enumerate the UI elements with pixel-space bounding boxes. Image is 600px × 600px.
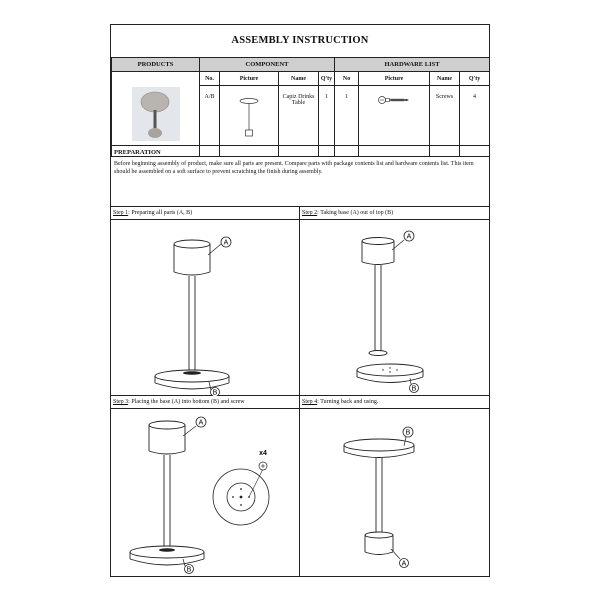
col-name-hw: Name bbox=[430, 72, 460, 86]
col-picture-hw: Picture bbox=[359, 72, 430, 86]
callout-b: B bbox=[186, 566, 192, 574]
step-4-illustration bbox=[300, 409, 488, 576]
step-1-text: : Preparing all parts (A, B) bbox=[128, 210, 193, 216]
callout-a: A bbox=[401, 560, 407, 568]
step-1-panel bbox=[111, 207, 300, 396]
callout-b: B bbox=[405, 429, 411, 437]
step-2-panel bbox=[300, 207, 489, 396]
table-part-icon bbox=[229, 94, 269, 142]
callout-a: A bbox=[198, 419, 204, 427]
col-qty: Q'ty bbox=[319, 72, 335, 86]
step-3-panel bbox=[111, 396, 300, 576]
screw-count: x4 bbox=[259, 450, 267, 457]
parts-table bbox=[111, 57, 490, 157]
step-4-text: : Turning back and using. bbox=[317, 399, 379, 405]
component-no: A/B bbox=[200, 86, 220, 157]
step-4-caption bbox=[300, 396, 489, 409]
callout-b: B bbox=[212, 389, 218, 396]
step-2-illustration bbox=[300, 220, 488, 396]
step-4-panel bbox=[300, 396, 489, 576]
step-1-illustration bbox=[111, 220, 299, 396]
step-1-label: Step 1 bbox=[113, 210, 129, 216]
component-header: COMPONENT bbox=[200, 58, 335, 72]
step-3-illustration bbox=[111, 409, 299, 576]
step-2-label: Step 2 bbox=[302, 210, 318, 216]
products-header: PRODUCTS bbox=[112, 58, 200, 72]
page-title: ASSEMBLY INSTRUCTION bbox=[111, 25, 489, 58]
col-no: No. bbox=[200, 72, 220, 86]
callout-b: B bbox=[411, 385, 417, 393]
component-qty: 1 bbox=[319, 86, 335, 157]
steps-grid bbox=[111, 207, 489, 576]
screw-icon bbox=[374, 94, 414, 106]
step-3-caption bbox=[111, 396, 299, 409]
screw-detail-view bbox=[213, 462, 269, 525]
hardware-header: HARDWARE LIST bbox=[335, 58, 490, 72]
step-2-caption bbox=[300, 207, 489, 220]
preparation-text: Before beginning assembly of product, make sure all parts are present. Compare parts with package contents list and hardware contents list. This item should be assembled on a soft surface to prevent scratching the finish during assembly. bbox=[114, 161, 474, 175]
preparation-heading: PREPARATION bbox=[114, 149, 161, 156]
step-2-text: : Taking base (A) out of top (B) bbox=[317, 210, 394, 216]
assembly-sheet bbox=[110, 24, 490, 577]
product-photo-cell bbox=[112, 72, 200, 157]
product-photo bbox=[132, 87, 180, 141]
step-1-caption bbox=[111, 207, 299, 220]
hardware-no: 1 bbox=[335, 86, 359, 157]
callout-a: A bbox=[406, 233, 412, 241]
callout-a: A bbox=[223, 239, 229, 247]
hardware-qty: 4 bbox=[460, 86, 490, 157]
preparation-section bbox=[111, 145, 489, 207]
col-qty-hw: Q'ty bbox=[460, 72, 490, 86]
hardware-name: Screws bbox=[430, 86, 460, 157]
step-4-label: Step 4 bbox=[302, 399, 318, 405]
step-3-label: Step 3 bbox=[113, 399, 129, 405]
col-picture: Picture bbox=[220, 72, 279, 86]
step-3-text: : Placing the base (A) into bottom (B) and screw bbox=[128, 399, 245, 405]
col-no-hw: No bbox=[335, 72, 359, 86]
component-name: Capiz Drinks Table bbox=[279, 86, 319, 157]
col-name: Name bbox=[279, 72, 319, 86]
